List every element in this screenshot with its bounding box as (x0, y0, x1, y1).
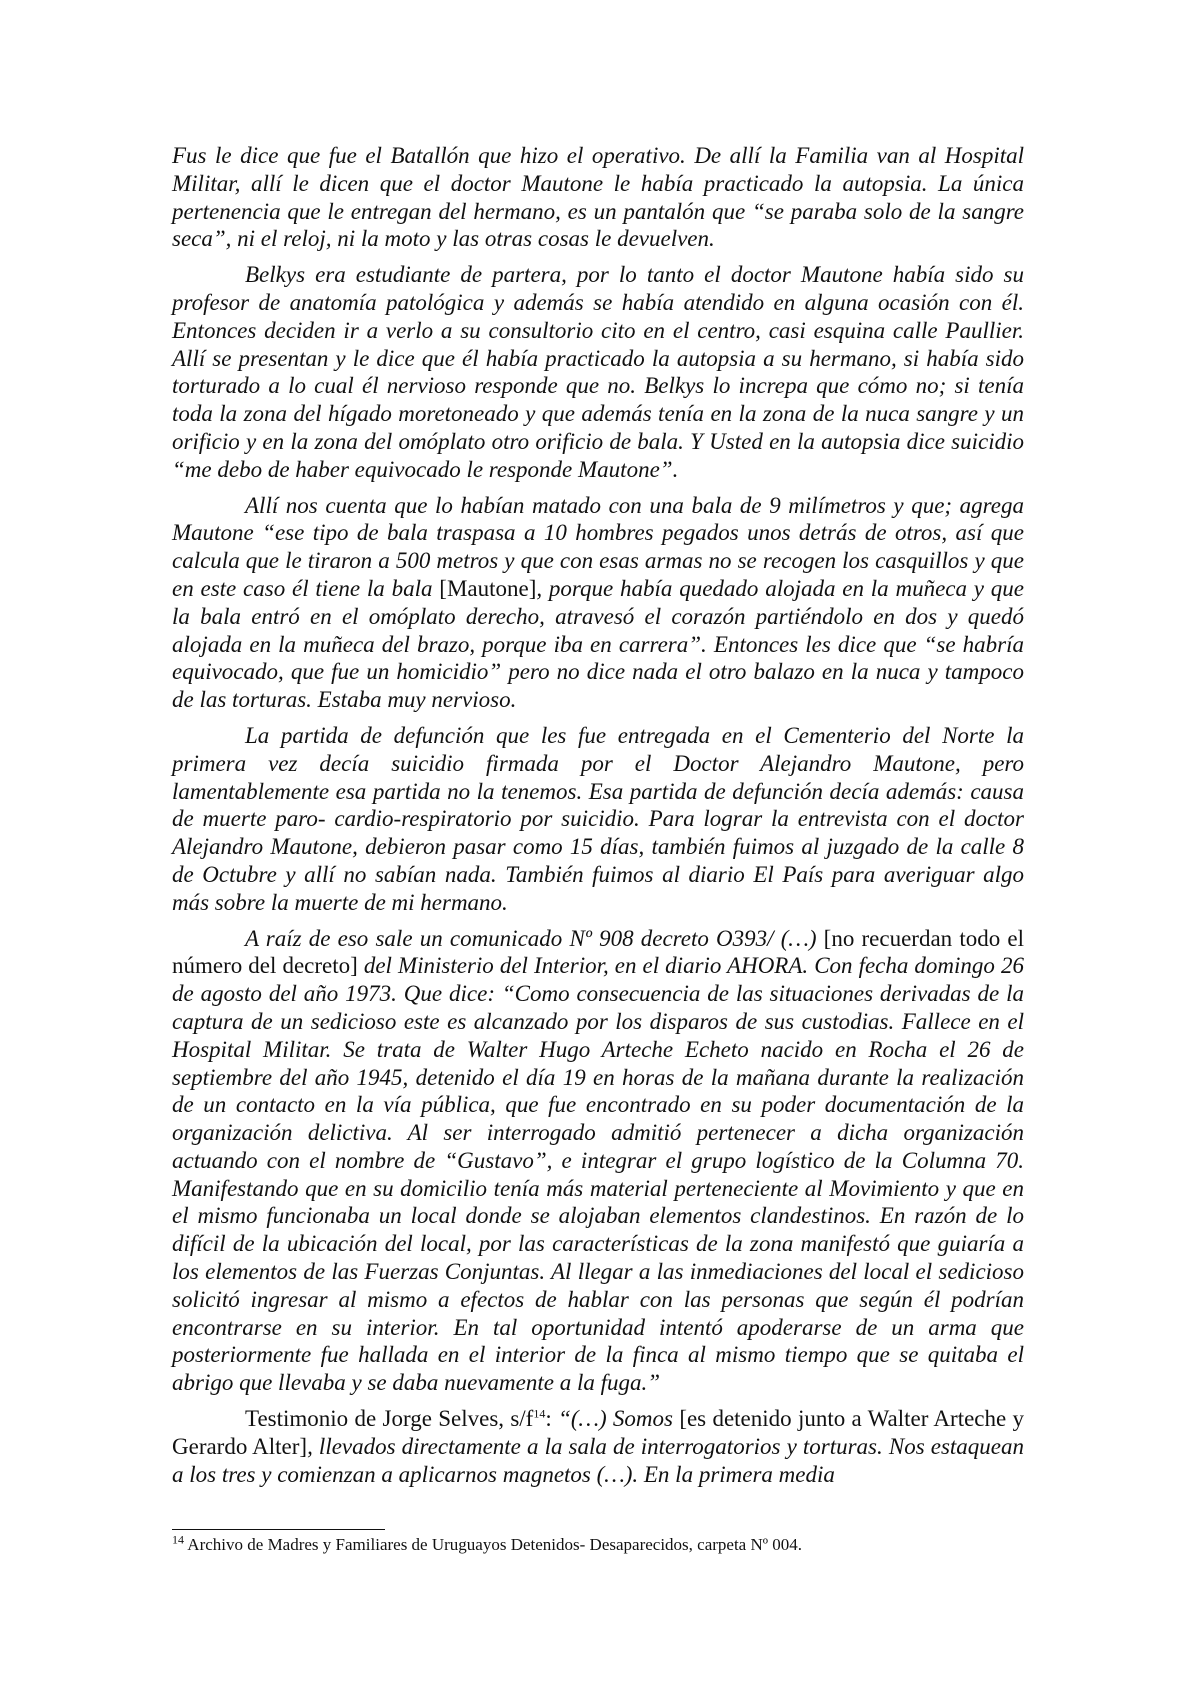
paragraph (172, 492, 1024, 714)
footnote-14 (172, 1534, 1024, 1556)
text-run: La partida de defunción que les fue entregada en el Cementerio del Norte la primera vez decía suicidio firmada por el Doctor Alejandro Mautone, pero lamentablemente esa partida no la tenemos. Esa partida de defunción decía además: causa de muerte paro- cardio-respiratorio por suicidio. Para lograr la entrevista con el doctor Alejandro Mautone, debieron pasar como 15 días, también fuimos al juzgado de la calle 8 de Octubre y allí no sabían nada. También fuimos al diario El País para averiguar algo más sobre la muerte de mi hermano. (172, 722, 1024, 915)
footnote-separator (172, 1529, 385, 1530)
footnote-reference: 14 (533, 1406, 546, 1421)
document-body (172, 142, 1024, 1496)
text-run: Testimonio de Jorge Selves, s/f (245, 1406, 534, 1432)
footnote-number: 14 (172, 1532, 184, 1547)
paragraph (172, 1405, 1024, 1488)
paragraph (172, 142, 1024, 253)
text-run: Fus le dice que fue el Batallón que hizo el operativo. De allí la Familia van al Hospital Militar, allí le dicen que el doctor Mautone le había practicado la autopsia. La única pertenencia que le entregan del hermano, es un pantalón que “se paraba solo de la sangre seca”, ni el reloj, ni la moto y las otras cosas le devuelven. (172, 143, 1024, 252)
text-run: A raíz de eso sale un comunicado Nº 908 decreto O393/ (…) (245, 925, 824, 951)
footnote-text: Archivo de Madres y Familiares de Uruguayos Detenidos- Desaparecidos, carpeta Nº 004. (184, 1535, 803, 1554)
paragraph (172, 722, 1024, 917)
text-run: “(…) Somos (558, 1406, 680, 1432)
paragraph (172, 261, 1024, 483)
text-run: del Ministerio del Interior, en el diario AHORA. Con fecha domingo 26 de agosto del año 1973. Que dice: “Como consecuencia de las situaciones derivadas de la captura de un sedicioso este es alcanzado por los disparos de sus custodias. Fallece en el Hospital Militar. Se trata de Walter Hugo Arteche Echeto nacido en Rocha el 26 de septiembre del año 1945, detenido el día 19 en horas de la mañana durante la realización de un contacto en la vía pública, que fue encontrado en su poder documentación de la organización delictiva. Al ser interrogado admitió pertenecer a dicha organización actuando con el nombre de “Gustavo”, e integrar el grupo logístico de la Columna 70. Manifestando que en su domicilio tenía más material perteneciente al Movimiento y que en el mismo funcionaba un local donde se alojaban elementos clandestinos. En razón de lo difícil de la ubicación del local, por las características de la zona manifestó que guiaría a los elementos de las Fuerzas Conjuntas. Al llegar a las inmediaciones del local el sedicioso solicitó ingresar al mismo a efectos de hablar con las personas que según él podrían encontrarse en su interior. En tal oportunidad intentó apoderarse de un arma que posteriormente fue hallada en el interior de la finca al mismo tiempo que se quitaba el abrigo que llevaba y se daba nuevamente a la fuga.” (172, 953, 1024, 1396)
text-run: [no recuerdan todo el número del decreto] (172, 925, 1024, 979)
text-run: , porque había quedado alojada en la muñeca y que la bala entró en el omóplato derecho, atravesó el corazón partiéndolo en dos y quedó alojada en la muñeca del brazo, porque iba en carrera”. Entonces les dice que “se habría equivocado, que fue un homicidio” pero no dice nada el otro balazo en la nuca y tampoco de las torturas. Estaba muy nervioso. (172, 575, 1024, 713)
text-run: : (545, 1406, 559, 1432)
text-run: [Mautone] (439, 575, 537, 601)
text-run: , llevados directamente a la sala de interrogatorios y torturas. Nos estaquean a los tres y comienzan a aplicarnos magnetos (…). En la primera media (172, 1433, 1024, 1487)
paragraph (172, 925, 1024, 1398)
text-run: Allí nos cuenta que lo habían matado con una bala de 9 milímetros y que; agrega Mautone “ese tipo de bala traspasa a 10 hombres pegados unos detrás de otros, así que calcula que le tiraron a 500 metros y que con esas armas no se recogen los casquillos y que en este caso él tiene la bala (172, 492, 1024, 601)
text-run: [es detenido junto a Walter Arteche y Gerardo Alter] (172, 1406, 1025, 1459)
text-run: Belkys era estudiante de partera, por lo tanto el doctor Mautone había sido su profesor de anatomía patológica y además se había atendido en alguna ocasión con él. Entonces deciden ir a verlo a su consultorio cito en el centro, casi esquina calle Paullier. Allí se presentan y le dice que él había practicado la autopsia a su hermano, si había sido torturado a lo cual él nervioso responde que no. Belkys lo increpa que cómo no; si tenía toda la zona del hígado moretoneado y que además tenía en la zona de la nuca sangre y un orificio y en la zona del omóplato otro orificio de bala. Y Usted en la autopsia dice suicidio “me debo de haber equivocado le responde Mautone”. (172, 262, 1024, 482)
